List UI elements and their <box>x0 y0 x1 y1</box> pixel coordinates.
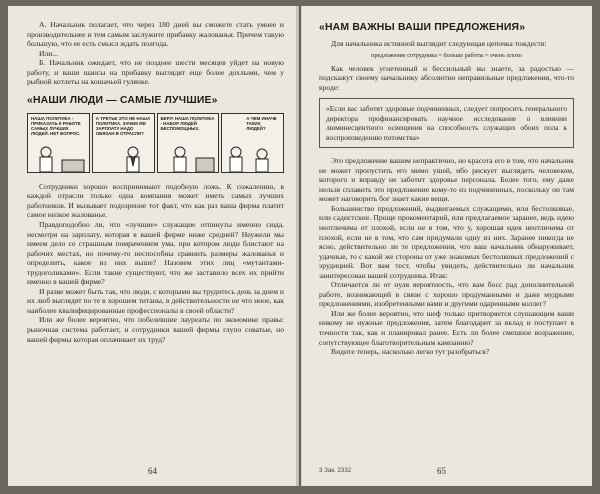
comic-panel <box>221 113 284 173</box>
paragraph: Или же более вероятно, что побелевшие лауреаты по экономике правы: рыночная система работает, и сотрудники вашей фирмы глупо соватые, но вашей фирмы которая оплачивает их труд? <box>27 315 284 344</box>
page-number: 64 <box>148 466 157 476</box>
speech-bubble: БЕРУ! НАША ПОЛИТИКА - НАБОР ЛЮДЕЙ БЕСПОМОЩНЫХ. <box>160 115 215 132</box>
comic-strip <box>27 113 284 173</box>
paragraph: Для начальника истинной выглядит следующая цепочка тождеств: <box>331 39 547 48</box>
left-page <box>8 6 299 486</box>
page-number: 65 <box>437 466 446 476</box>
boss-figure-icon <box>158 144 218 172</box>
dilbert-figure-icon <box>222 144 282 172</box>
paragraph: А. Начальник полагает, что через 180 дней вы сможете стать умнее и производительнее и тем самым заслужите прибавку жалованья. Причем такую большую, что ее есть смысл ждать полгода. <box>27 20 284 49</box>
paragraph: Как человек угнетенный и бессильный вы знаете, за радостью — подскажут своему начальнику абсолютно неправильные предложения, что-то вроде: <box>319 63 574 92</box>
paragraph: Б. Начальник ожидает, что не позднее шести месяцев уйдет на новую работу, и ваши шансы на прибавку выглядят еще более дохлыми, чем у рыбной котлеты на кошачьей гулянке. <box>27 58 284 87</box>
quote-box <box>319 98 574 148</box>
printer-mark: 3 Зак. 2332 <box>319 467 352 474</box>
paragraph: Или... <box>39 48 59 58</box>
speech-bubble: А ТРЕТЬЕ ЭТО НЕ НАША ПОЛИТИКА. ЗАЧЕМ ЖЕ ЗАРПЛАТУ НАДО ОБЯЗАН В ОТРАСЛИ? <box>95 115 151 137</box>
boss-figure-icon <box>28 144 88 172</box>
paragraph: Или же более вероятно, что шеф только притворяется слушающим ваши никому не нужные предложения, затем благодарит за вклад и поступает в точности так, как и планировал ранее. Есть ли более смешное возражение, сопутствующее благотворительным кампанию? <box>319 308 574 347</box>
section-heading: «НАШИ ЛЮДИ — САМЫЕ ЛУЧШИЕ» <box>27 94 218 106</box>
paragraph: Это предложение вашим непрактично, но красота его в том, что начальник не может пропустить его мимо ушей, ибо рискует выглядеть человеком, которого и вправду не заботит здоровье персонала. Более того, ему даже нельзя сплавить это предложение кому-то из подчиненных, поскольку он там может наговорить бог знает какие вещи. <box>319 156 574 204</box>
speech-bubble: А ЧЕМ ИНАЧЕ ТАКИХ ЛЮДЕЙ? <box>246 115 277 132</box>
comic-panel <box>27 113 90 173</box>
comic-panel <box>92 113 155 173</box>
comic-panel <box>157 113 220 173</box>
paragraph: Отличается ли от нуля вероятность, что вам босс рад дополнительной работе, возникающей в связи с хорошо продуманными и даже мудрыми предложениями, изобретенными вами и другими одаренными коллег? <box>319 280 574 309</box>
paragraph: Сотрудники хорошо воспринимают подобную ложь. К сожалению, в каждой отрасли только одна компания может иметь самых лучших работников. И вызывает подозрение тот факт, что как раз ваша фирма платит самое низкое жалованье. <box>27 181 284 220</box>
paragraph: И разве может быть так, что люди, с которыми вы трудитесь день за днем и их люб выглядят по те в хорошем титаны, в действительности не что иное, как наиболее квалифицированные профессионалы в своей области? <box>27 286 284 315</box>
quote-text: «Если вас заботят здоровые подчиненных, следует попросить генерального директора профинансировать научное исследование о влиянии люминесцентного освещения на способность служащих обоих пола к воспроизведению потомства» <box>326 104 567 142</box>
section-heading: «НАМ ВАЖНЫ ВАШИ ПРЕДЛОЖЕНИЯ» <box>319 22 526 33</box>
dilbert-figure-icon <box>93 144 153 172</box>
speech-bubble: НАША ПОЛИТИКА - ПРИКАЗАТЬ К РАБОТЕ САМЫХ ЛУЧШИХ ЛЮДЕЙ. НЕТ ВОПРОС. <box>31 115 81 137</box>
paragraph: Большинство предложений, выдвигаемых служащими, или бестолковые, или садистские. Проще прокоментарий, или предлагаемое заранее, ведь идею неотличима от плохой, если не в том, что у, хорошая идея неотличима от плохой, если не в том, что сам придумали одну из них. Заранее никогда не ясно, действительно ли те предложения, что ваш начальник обнаруживает, удачные, то с какой же стороны от уже знакомых бестолковых предложений с эрудицией. Вот вам тест, чтобы увидеть, действительно ли начальник заинтересован вашей сотрудника. Итак: <box>319 203 574 280</box>
paragraph: Правдоподобно ли, что «лучшие» служащие отпинуты именно сюда, несмотря на зарплату, которая в вашей фирме ниже средней? Неужели мы имеем дело со страшным помрачением ума, при котором люди блистают на рабочих местах, но почему-то неспособны сравнить размеры жалованья и определить, какое из них выше? Назовем этих лиц «мутантами-трудоголиками». Если такие существуют, что же заставило всех их прийти именно в вашей фирме? <box>27 220 284 287</box>
formula: предложение сотрудника = больше работы = очень плохо <box>371 51 522 59</box>
paragraph: Видите теперь, насколько легко тут разобраться? <box>331 347 490 357</box>
right-page <box>301 6 592 486</box>
